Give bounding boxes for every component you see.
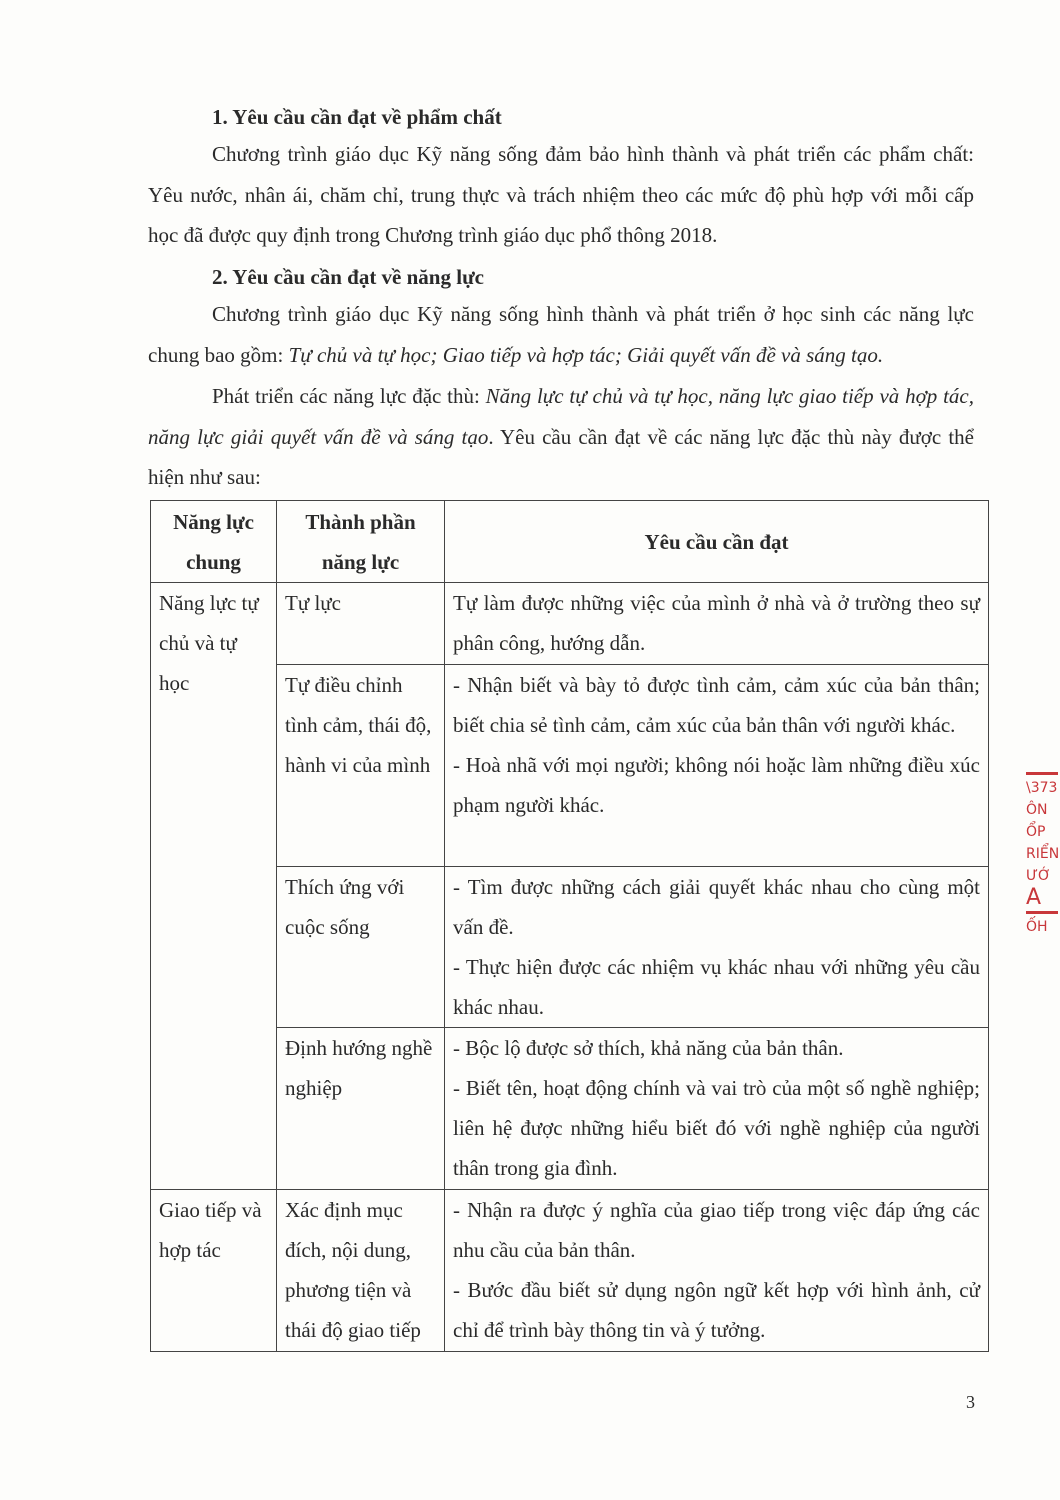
p2-rest: . Yêu cầu cần đạt về các năng lực đặc thù này được thể hiện như sau: — [148, 424, 974, 489]
header-component: Thành phần năng lực — [277, 501, 445, 583]
table-row — [151, 1028, 989, 1190]
section1-heading: 1. Yêu cầu cần đạt về phẩm chất — [212, 105, 502, 129]
row-requirement: - Nhận ra được ý nghĩa của giao tiếp trong việc đáp ứng các nhu cầu của bản thân. - Bước đầu biết sử dụng ngôn ngữ kết hợp với hình ảnh, cử chỉ để trình bày thông tin và ý tưởng. — [445, 1190, 989, 1352]
section2-paragraph-2 — [148, 376, 974, 498]
section2-paragraph-1 — [148, 294, 974, 375]
p2-intro: Phát triển các năng lực đặc thù: — [212, 384, 486, 408]
row-requirement: - Bộc lộ được sở thích, khả năng của bản thân. - Biết tên, hoạt động chính và vai trò của một số nghề nghiệp; liên hệ được những hiểu biết đó với nghề nghiệp của người thân trong gia đình. — [445, 1028, 989, 1190]
row-requirement: - Tìm được những cách giải quyết khác nhau cho cùng một vấn đề. - Thực hiện được các nhiệm vụ khác nhau với những yêu cầu khác nhau. — [445, 867, 989, 1028]
table-row — [151, 583, 989, 665]
competency-table — [150, 500, 989, 1352]
p1-italic: Tự chủ và tự học; Giao tiếp và hợp tác; Giải quyết vấn đề và sáng tạo. — [288, 342, 884, 367]
group2-name: Giao tiếp và hợp tác — [151, 1190, 277, 1352]
header-general-competency: Năng lực chung — [151, 501, 277, 583]
page-number: 3 — [966, 1392, 975, 1412]
row-requirement: Tự làm được những việc của mình ở nhà và ở trường theo sự phân công, hướng dẫn. — [445, 583, 989, 665]
p1-intro: Chương trình giáo dục Kỹ năng sống hình thành và phát triển ở học sinh các năng lực chung bao gồm: — [148, 302, 974, 367]
table-row — [151, 867, 989, 1028]
row-component: Xác định mục đích, nội dung, phương tiện và thái độ giao tiếp — [277, 1190, 445, 1352]
row-component: Thích ứng với cuộc sống — [277, 867, 445, 1028]
p2-italic: Năng lực tự chủ và tự học, năng lực giao tiếp và hợp tác, năng lực giải quyết vấn đề và sáng tạo — [148, 384, 974, 449]
row-component: Định hướng nghề nghiệp — [277, 1028, 445, 1190]
row-component: Tự điều chỉnh tình cảm, thái độ, hành vi của mình — [277, 665, 445, 867]
section2-heading: 2. Yêu cầu cần đạt về năng lực — [212, 265, 484, 289]
table-header-row — [151, 501, 989, 583]
section1-paragraph: Chương trình giáo dục Kỹ năng sống đảm bảo hình thành và phát triển các phẩm chất: Yêu nước, nhân ái, chăm chỉ, trung thực và trách nhiệm theo các mức độ phù hợp với mỗi cấp học đã được quy định trong Chương trình giáo dục phổ thông 2018. — [148, 142, 974, 247]
row-component: Tự lực — [277, 583, 445, 665]
row-requirement: - Nhận biết và bày tỏ được tình cảm, cảm xúc của bản thân; biết chia sẻ tình cảm, cảm xúc của bản thân với người khác. - Hoà nhã với mọi người; không nói hoặc làm những điều xúc phạm người khác. — [445, 665, 989, 867]
group1-name: Năng lực tự chủ và tự học — [151, 583, 277, 1190]
table-row — [151, 665, 989, 867]
header-requirement: Yêu cầu cần đạt — [445, 501, 989, 583]
stamp-fragment: \373 ÔN ỔP RIỂN ƯỚ A ỐH — [1026, 770, 1060, 970]
table-row — [151, 1190, 989, 1352]
